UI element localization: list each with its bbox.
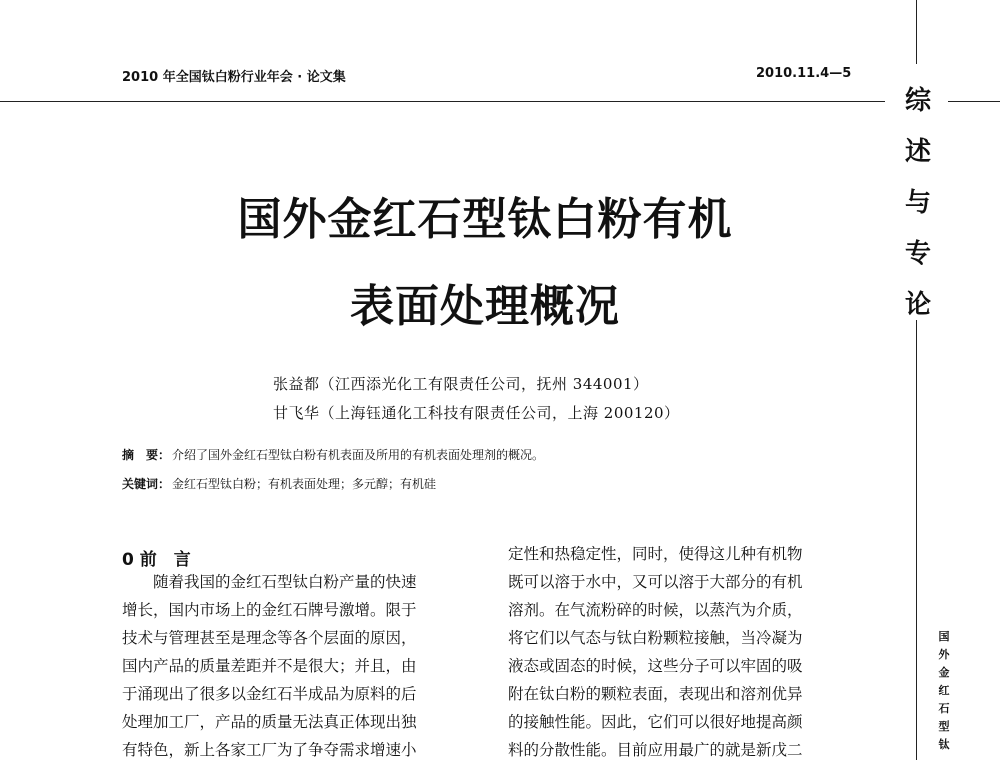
body-line: 料的分散性能。目前应用最广的就是新戊二	[508, 741, 803, 759]
keywords-text: 金红石型钛白粉；有机表面处理；多元醇；有机硅	[172, 477, 437, 491]
running-title-char: 型	[938, 720, 950, 733]
body-line: 既可以溶于水中，又可以溶于大部分的有机	[508, 573, 803, 591]
running-title-char: 石	[938, 702, 950, 715]
header-rule	[0, 101, 885, 102]
body-line: 的接触性能。因此，它们可以很好地提高颜	[508, 713, 803, 731]
abstract-text: 介绍了国外金红石型钛白粉有机表面及所用的有机表面处理剂的概况。	[172, 448, 545, 462]
body-line: 增长，国内市场上的金红石牌号激增。限于	[122, 601, 417, 619]
running-title-char: 红	[938, 684, 950, 697]
keywords	[122, 475, 436, 492]
body-line: 随着我国的金红石型钛白粉产量的快速	[122, 573, 417, 591]
body-line: 处理加工厂，产品的质量无法真正体现出独	[122, 713, 417, 731]
section-label-char: 与	[904, 188, 931, 218]
paper-title-line-2: 表面处理概况	[350, 281, 620, 332]
body-line: 附在钛白粉的颗粒表面，表现出和溶剂优异	[508, 685, 803, 703]
body-line: 溶剂。在气流粉碎的时候，以蒸汽为介质，	[508, 601, 803, 619]
body-line: 技术与管理甚至是理念等各个层面的原因，	[122, 629, 417, 647]
abstract	[122, 446, 544, 463]
header-rule-right	[948, 101, 1000, 102]
side-rule-bottom	[916, 320, 917, 760]
body-line: 有特色，新上各家工厂为了争夺需求增速小	[122, 741, 417, 759]
running-title-char: 外	[938, 648, 950, 661]
body-column-right	[508, 540, 863, 764]
section-heading: 0 前 言	[122, 550, 191, 570]
running-title-char: 钛	[938, 738, 950, 751]
running-title-char: 金	[938, 666, 950, 679]
keywords-label: 关键词：	[122, 477, 171, 491]
side-rule-top	[916, 0, 917, 64]
section-label-char: 论	[904, 290, 931, 320]
body-column-left	[122, 568, 477, 764]
body-line: 定性和热稳定性，同时，使得这儿种有机物	[508, 545, 803, 563]
section-label	[896, 76, 940, 331]
author-line: 甘飞华（上海钰通化工科技有限责任公司，上海 200120）	[273, 404, 680, 422]
journal-header: 2010 年全国钛白粉行业年会 · 论文集	[122, 70, 346, 85]
body-line: 液态或固态的时候，这些分子可以牢固的吸	[508, 657, 803, 675]
body-line: 将它们以气态与钛白粉颗粒接触，当冷凝为	[508, 629, 803, 647]
author-line: 张益都（江西添光化工有限责任公司，抚州 344001）	[273, 375, 649, 393]
body-line: 国内产品的质量差距并不是很大；并且，由	[122, 657, 417, 675]
conference-date: 2010.11.4—5	[756, 66, 852, 81]
abstract-label: 摘 要：	[122, 448, 171, 462]
running-title	[932, 628, 956, 754]
paper-title-line-1: 国外金红石型钛白粉有机	[237, 194, 733, 245]
section-label-char: 综	[904, 86, 931, 116]
section-label-char: 述	[904, 137, 931, 167]
body-line: 于涌现出了很多以金红石半成品为原料的后	[122, 685, 417, 703]
section-label-char: 专	[904, 239, 931, 269]
running-title-char: 国	[938, 630, 950, 643]
